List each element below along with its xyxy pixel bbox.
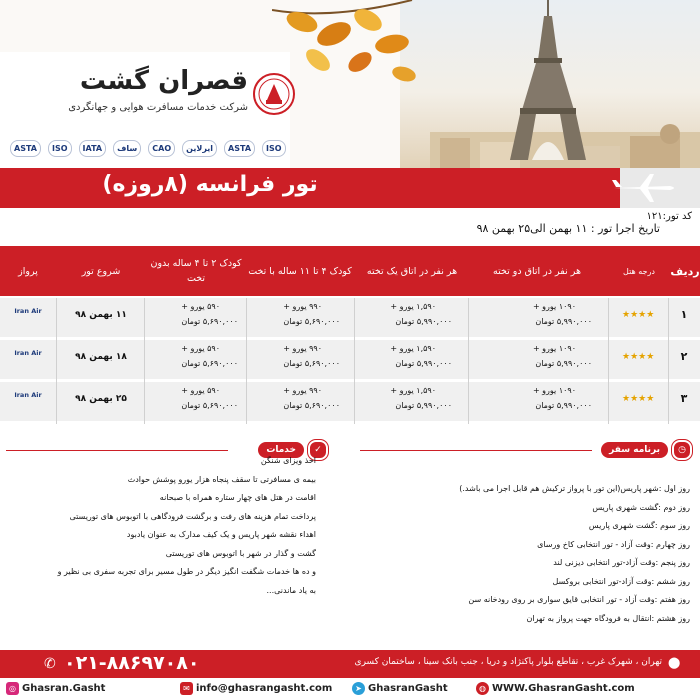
list-item: و ده ها خدمات شگفت انگیز دیگر در طول مسیر برای تجربه سفری بی نظیر و (57, 567, 316, 576)
price-single-toman: ۵,۹۹۰,۰۰۰ تومان (395, 359, 452, 368)
location-pin-icon: ⬤ (668, 656, 681, 669)
instagram-icon: ◎ (6, 682, 19, 695)
ghasran-logo-icon (252, 72, 296, 116)
price-child-bed: ۹۹۰ یورو + (283, 386, 322, 395)
price-child-bed: ۹۹۰ یورو + (283, 344, 322, 353)
program-list (459, 480, 690, 628)
list-item: گشت و گذار در شهر با اتوبوس های توریستی (165, 548, 316, 558)
iran-air-logo: Iran Air (14, 307, 42, 315)
list-item: به یاد ماندنی... (266, 585, 316, 595)
list-item: اخذ ویزای شنگن (260, 456, 316, 465)
price-child-bed: ۹۹۰ یورو + (283, 302, 322, 311)
list-item: بیمه ی مسافرتی تا سقف پنجاه هزار یورو پوشش حوادث (127, 474, 316, 484)
header-double: هر نفر در اتاق دو تخته (493, 265, 581, 277)
price-double: ۱۰۹۰ یورو + (532, 344, 576, 353)
email-address: info@ghasrangasht.com (196, 683, 333, 694)
phone-icon: ✆ (44, 656, 56, 672)
list-item: روز سوم :گشت شهری پاریس (588, 521, 690, 530)
calendar-icon: ◷ (672, 440, 692, 460)
column-divider (246, 298, 247, 424)
certification-logos (10, 134, 310, 162)
tour-code: کد تور:۱۲۱ (646, 211, 692, 222)
price-single: ۱,۵۹۰ یورو + (390, 344, 436, 353)
telegram-icon: ➤ (352, 682, 365, 695)
list-item: روز هفتم :وقت آزاد - تور انتخابی قایق سواری بر روی رودخانه سن (468, 595, 690, 604)
price-child-nobed-toman: ۵,۶۹۰,۰۰۰ تومان (181, 401, 238, 410)
iso-logo-2: ISO (262, 140, 286, 157)
tour-title: تور فرانسه (۸روزه) (102, 172, 318, 197)
telegram-link[interactable] (352, 682, 448, 695)
header-child-nobed: کودک ۲ تا ۴ ساله بدون تخت (150, 258, 242, 284)
row-number: ۲ (680, 350, 688, 363)
telegram-handle: GhasranGasht (368, 683, 448, 694)
services-list (58, 452, 316, 600)
list-item: پرداخت تمام هزینه های رفت و برگشت فرودگاهی با اتوبوس های توریستی (69, 511, 316, 521)
list-item: روز چهارم :وقت آزاد - تور انتخابی کاخ ورسای (537, 539, 690, 549)
header-row-number: ردیف (670, 264, 700, 278)
price-double-toman: ۵,۹۹۰,۰۰۰ تومان (535, 359, 592, 368)
eiffel-tower-illustration (508, 0, 588, 160)
brand-subtitle: شرکت خدمات مسافرت هوایی و جهانگردی (68, 102, 248, 113)
tour-dates: تاریخ اجرا تور : ۱۱ بهمن الی۲۵ بهمن ۹۸ (476, 222, 660, 235)
header-flight: پرواز (18, 265, 38, 277)
airplane-icon (610, 170, 680, 206)
instagram-link[interactable] (6, 682, 105, 695)
services-title: خدمات (258, 442, 304, 458)
email-link[interactable] (180, 682, 332, 695)
price-double-toman: ۵,۹۹۰,۰۰۰ تومان (535, 401, 592, 410)
tour-start-date: ۱۱ بهمن ۹۸ (75, 310, 127, 320)
row-number: ۳ (680, 392, 688, 405)
price-single: ۱,۵۹۰ یورو + (390, 386, 436, 395)
list-item: روز پنجم :وقت آزاد-تور انتخابی دیزنی لند (553, 558, 690, 567)
list-item: روز دوم :گشت شهری پاریس (592, 502, 690, 512)
email-icon: ✉ (180, 682, 193, 695)
cao-logo: CAO (148, 140, 175, 157)
asta-logo: ASTA (10, 140, 41, 157)
header-start: شروع تور (81, 265, 121, 277)
program-heading (601, 442, 692, 458)
globe-icon: ◍ (476, 682, 489, 695)
airline-logo: ایرلاین (182, 140, 217, 157)
phone-number[interactable]: ۰۲۱-۸۸۶۹۷۰۸۰ (64, 652, 200, 674)
list-item: اهداء نقشه شهر پاریس و یک کیف مدارک به عنوان یادبود (126, 530, 316, 539)
website-link[interactable] (476, 682, 635, 695)
column-divider (608, 298, 609, 424)
price-child-nobed-toman: ۵,۶۹۰,۰۰۰ تومان (181, 359, 238, 368)
price-child-nobed: ۵۹۰ یورو + (181, 386, 220, 395)
instagram-handle: Ghasran.Gasht (22, 683, 106, 694)
price-child-bed-toman: ۵,۶۹۰,۰۰۰ تومان (283, 359, 340, 368)
star-rating: ★★★★ (622, 310, 655, 320)
header-hotel: درجه هتل (623, 266, 655, 276)
column-divider (354, 298, 355, 424)
column-divider (56, 298, 57, 424)
price-double: ۱۰۹۰ یورو + (532, 386, 576, 395)
price-child-nobed: ۵۹۰ یورو + (181, 302, 220, 311)
asta-logo-2: ASTA (224, 140, 255, 157)
price-single-toman: ۵,۹۹۰,۰۰۰ تومان (395, 401, 452, 410)
column-divider (668, 298, 669, 424)
address: تهران ، شهرک غرب ، تقاطع بلوار پاکنژاد و دریا ، جنب بانک سینا ، ساختمان کسری (354, 657, 662, 667)
iran-air-logo: Iran Air (14, 391, 42, 399)
saf-logo: ساف (113, 140, 141, 157)
tour-start-date: ۱۸ بهمن ۹۸ (75, 352, 127, 362)
services-icon: ✓ (308, 440, 328, 460)
price-single-toman: ۵,۹۹۰,۰۰۰ تومان (395, 317, 452, 326)
list-item: روز هشتم :انتقال به فرودگاه جهت پرواز به تهران (526, 613, 690, 623)
list-item: روز اول :شهر پاریس(این تور با پرواز ترکیش هم قابل اجرا می باشد.) (459, 484, 690, 493)
iata-logo: IATA (79, 140, 107, 157)
iran-air-logo: Iran Air (14, 349, 42, 357)
tour-start-date: ۲۵ بهمن ۹۸ (75, 394, 127, 404)
program-title: برنامه سفر (601, 442, 668, 458)
section-divider (6, 450, 228, 451)
star-rating: ★★★★ (622, 394, 655, 404)
price-child-nobed-toman: ۵,۶۹۰,۰۰۰ تومان (181, 317, 238, 326)
price-child-bed-toman: ۵,۶۹۰,۰۰۰ تومان (283, 317, 340, 326)
section-divider (360, 450, 592, 451)
header-child-bed: کودک ۴ تا ۱۱ ساله با تخت (248, 265, 352, 277)
row-number: ۱ (680, 308, 688, 321)
column-divider (144, 298, 145, 424)
star-rating: ★★★★ (622, 352, 655, 362)
brand-name: قصران گشت (79, 66, 248, 96)
price-double-toman: ۵,۹۹۰,۰۰۰ تومان (535, 317, 592, 326)
iso-logo: ISO (48, 140, 72, 157)
price-single: ۱,۵۹۰ یورو + (390, 302, 436, 311)
list-item: اقامت در هتل های چهار ستاره همراه با صبحانه (159, 493, 316, 502)
website-url: WWW.GhasranGasht.com (492, 683, 635, 694)
price-child-nobed: ۵۹۰ یورو + (181, 344, 220, 353)
list-item: روز ششم :وقت آزاد-تور انتخابی بروکسل (552, 576, 690, 586)
price-double: ۱۰۹۰ یورو + (532, 302, 576, 311)
price-child-bed-toman: ۵,۶۹۰,۰۰۰ تومان (283, 401, 340, 410)
header-single: هر نفر در اتاق یک تخته (366, 265, 458, 277)
column-divider (468, 298, 469, 424)
